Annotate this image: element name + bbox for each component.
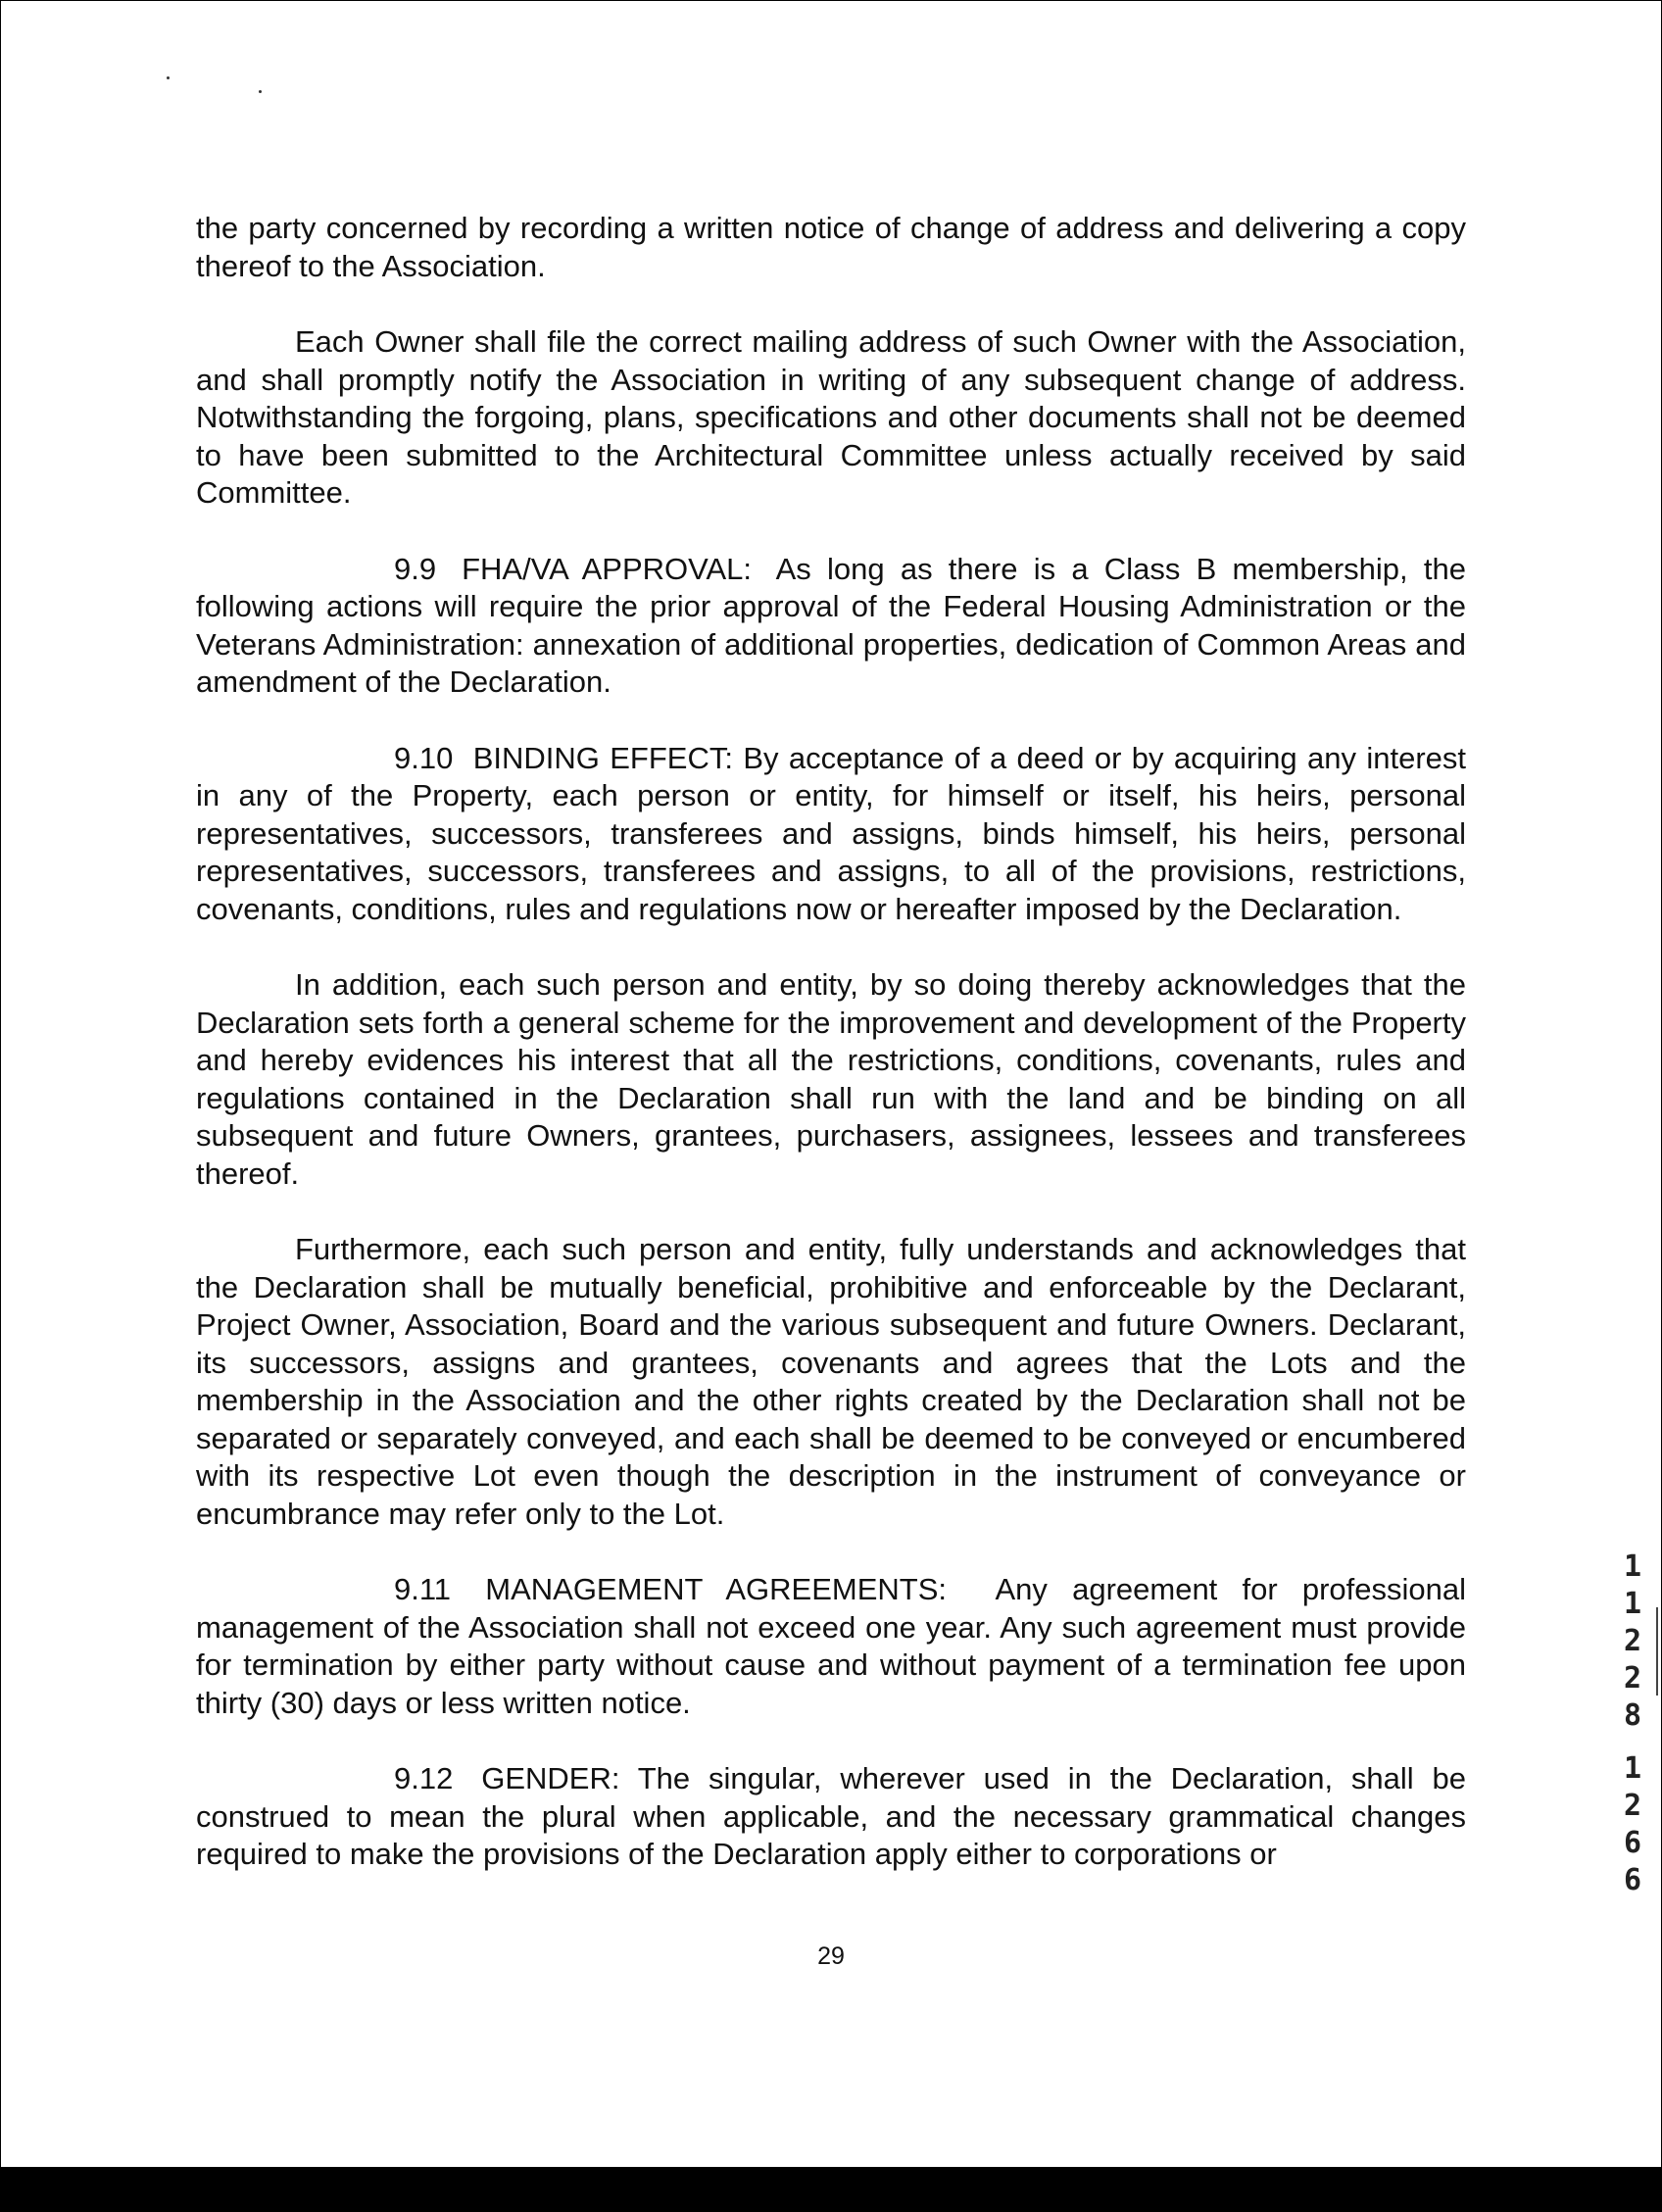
section-text: As long as there is a Class B membership, the following actions will require the prior approval of the Federal Housing Administration or the Veterans Administration: annexation of additional properties, dedication of Common Areas and amendment of the Declaration. xyxy=(196,551,1466,699)
scan-bottom-edge xyxy=(0,2167,1662,2212)
paragraph-furthermore: Furthermore, each such person and entity, fully understands and acknowledges that the Declaration shall be mutually beneficial, prohibitive and enforceable by the Declarant, Project Owner, Association, Board and the various subsequent and future Owners. Declarant, its successors, assigns and grantees, covenants and agrees that the Lots and the membership in the Association and the other rights created by the Declaration shall not be separated or separately conveyed, and each shall be deemed to be conveyed or encumbered with its respective Lot even though the description in the instrument of conveyance or encumbrance may refer only to the Lot. xyxy=(196,1232,1466,1531)
section-heading: BINDING EFFECT: xyxy=(472,740,733,775)
section-number: 9.12 xyxy=(394,1761,454,1795)
section-number: 9.11 xyxy=(394,1572,452,1606)
page-number: 29 xyxy=(817,1942,845,1970)
stamp-digit: 2 xyxy=(1623,1624,1642,1658)
section-text: Any agreement for professional management of the Association shall not exceed one year. Any such agreement must provide for termination by either party without cause and without payment of a termination fee upon thirty (30) days or less written notice. xyxy=(196,1572,1467,1720)
section-heading: MANAGEMENT AGREEMENTS: xyxy=(485,1572,947,1606)
section-text: The singular, wherever used in the Declaration, shall be construed to mean the plural when applicable, and the necessary grammatical changes required to make the provisions of the Declaration apply either to corporations or xyxy=(196,1761,1466,1871)
section-9-9 xyxy=(196,551,1466,702)
scan-edge-mark xyxy=(1656,1607,1658,1696)
recording-stamp-upper xyxy=(1615,1548,1650,1735)
section-heading: GENDER: xyxy=(481,1761,620,1795)
document-body xyxy=(196,210,1466,1874)
stamp-digit: 6 xyxy=(1623,1863,1642,1897)
section-number: 9.9 xyxy=(394,551,437,586)
recording-stamp-lower xyxy=(1615,1750,1650,1899)
section-9-11 xyxy=(196,1571,1466,1722)
section-9-12 xyxy=(196,1760,1466,1874)
section-text: By acceptance of a deed or by acquiring any interest in any of the Property, each person or entity, for himself or itself, his heirs, personal representatives, successors, transferees and assigns, binds himself, his heirs, personal representatives, successors, transferees and assigns, to all of the provisions, restrictions, covenants, conditions, rules and regulations now or hereafter imposed by the Declaration. xyxy=(196,740,1467,926)
stamp-digit: 1 xyxy=(1623,1587,1642,1621)
stamp-digit: 1 xyxy=(1623,1549,1642,1584)
scan-speck xyxy=(167,76,170,79)
paragraph-in-addition: In addition, each such person and entity, by so doing thereby acknowledges that the Declaration sets forth a general scheme for the improvement and development of the Property and hereby evidences his interest that all the restrictions, conditions, covenants, rules and regulations contained in the Declaration shall run with the land and be binding on all subsequent and future Owners, grantees, purchasers, assignees, lessees and transferees thereof. xyxy=(196,967,1466,1191)
stamp-digit: 1 xyxy=(1623,1751,1642,1786)
stamp-digit: 2 xyxy=(1623,1789,1642,1823)
stamp-digit: 6 xyxy=(1623,1826,1642,1860)
stamp-digit: 8 xyxy=(1623,1698,1642,1733)
section-9-10 xyxy=(196,740,1466,929)
paragraph-owner-mailing-address: Each Owner shall file the correct mailing address of such Owner with the Association, and shall promptly notify the Association in writing of any subsequent change of address. Notwithstanding the forgoing, plans, specifications and other documents shall not be deemed to have been submitted to the Architectural Committee unless actually received by said Committee. xyxy=(196,324,1466,510)
section-heading: FHA/VA APPROVAL: xyxy=(462,551,753,586)
paragraph-address-change: the party concerned by recording a written notice of change of address and delivering a copy thereof to the Association. xyxy=(196,211,1466,283)
stamp-digit: 2 xyxy=(1623,1661,1642,1696)
scan-speck xyxy=(259,90,262,93)
section-number: 9.10 xyxy=(394,740,454,775)
